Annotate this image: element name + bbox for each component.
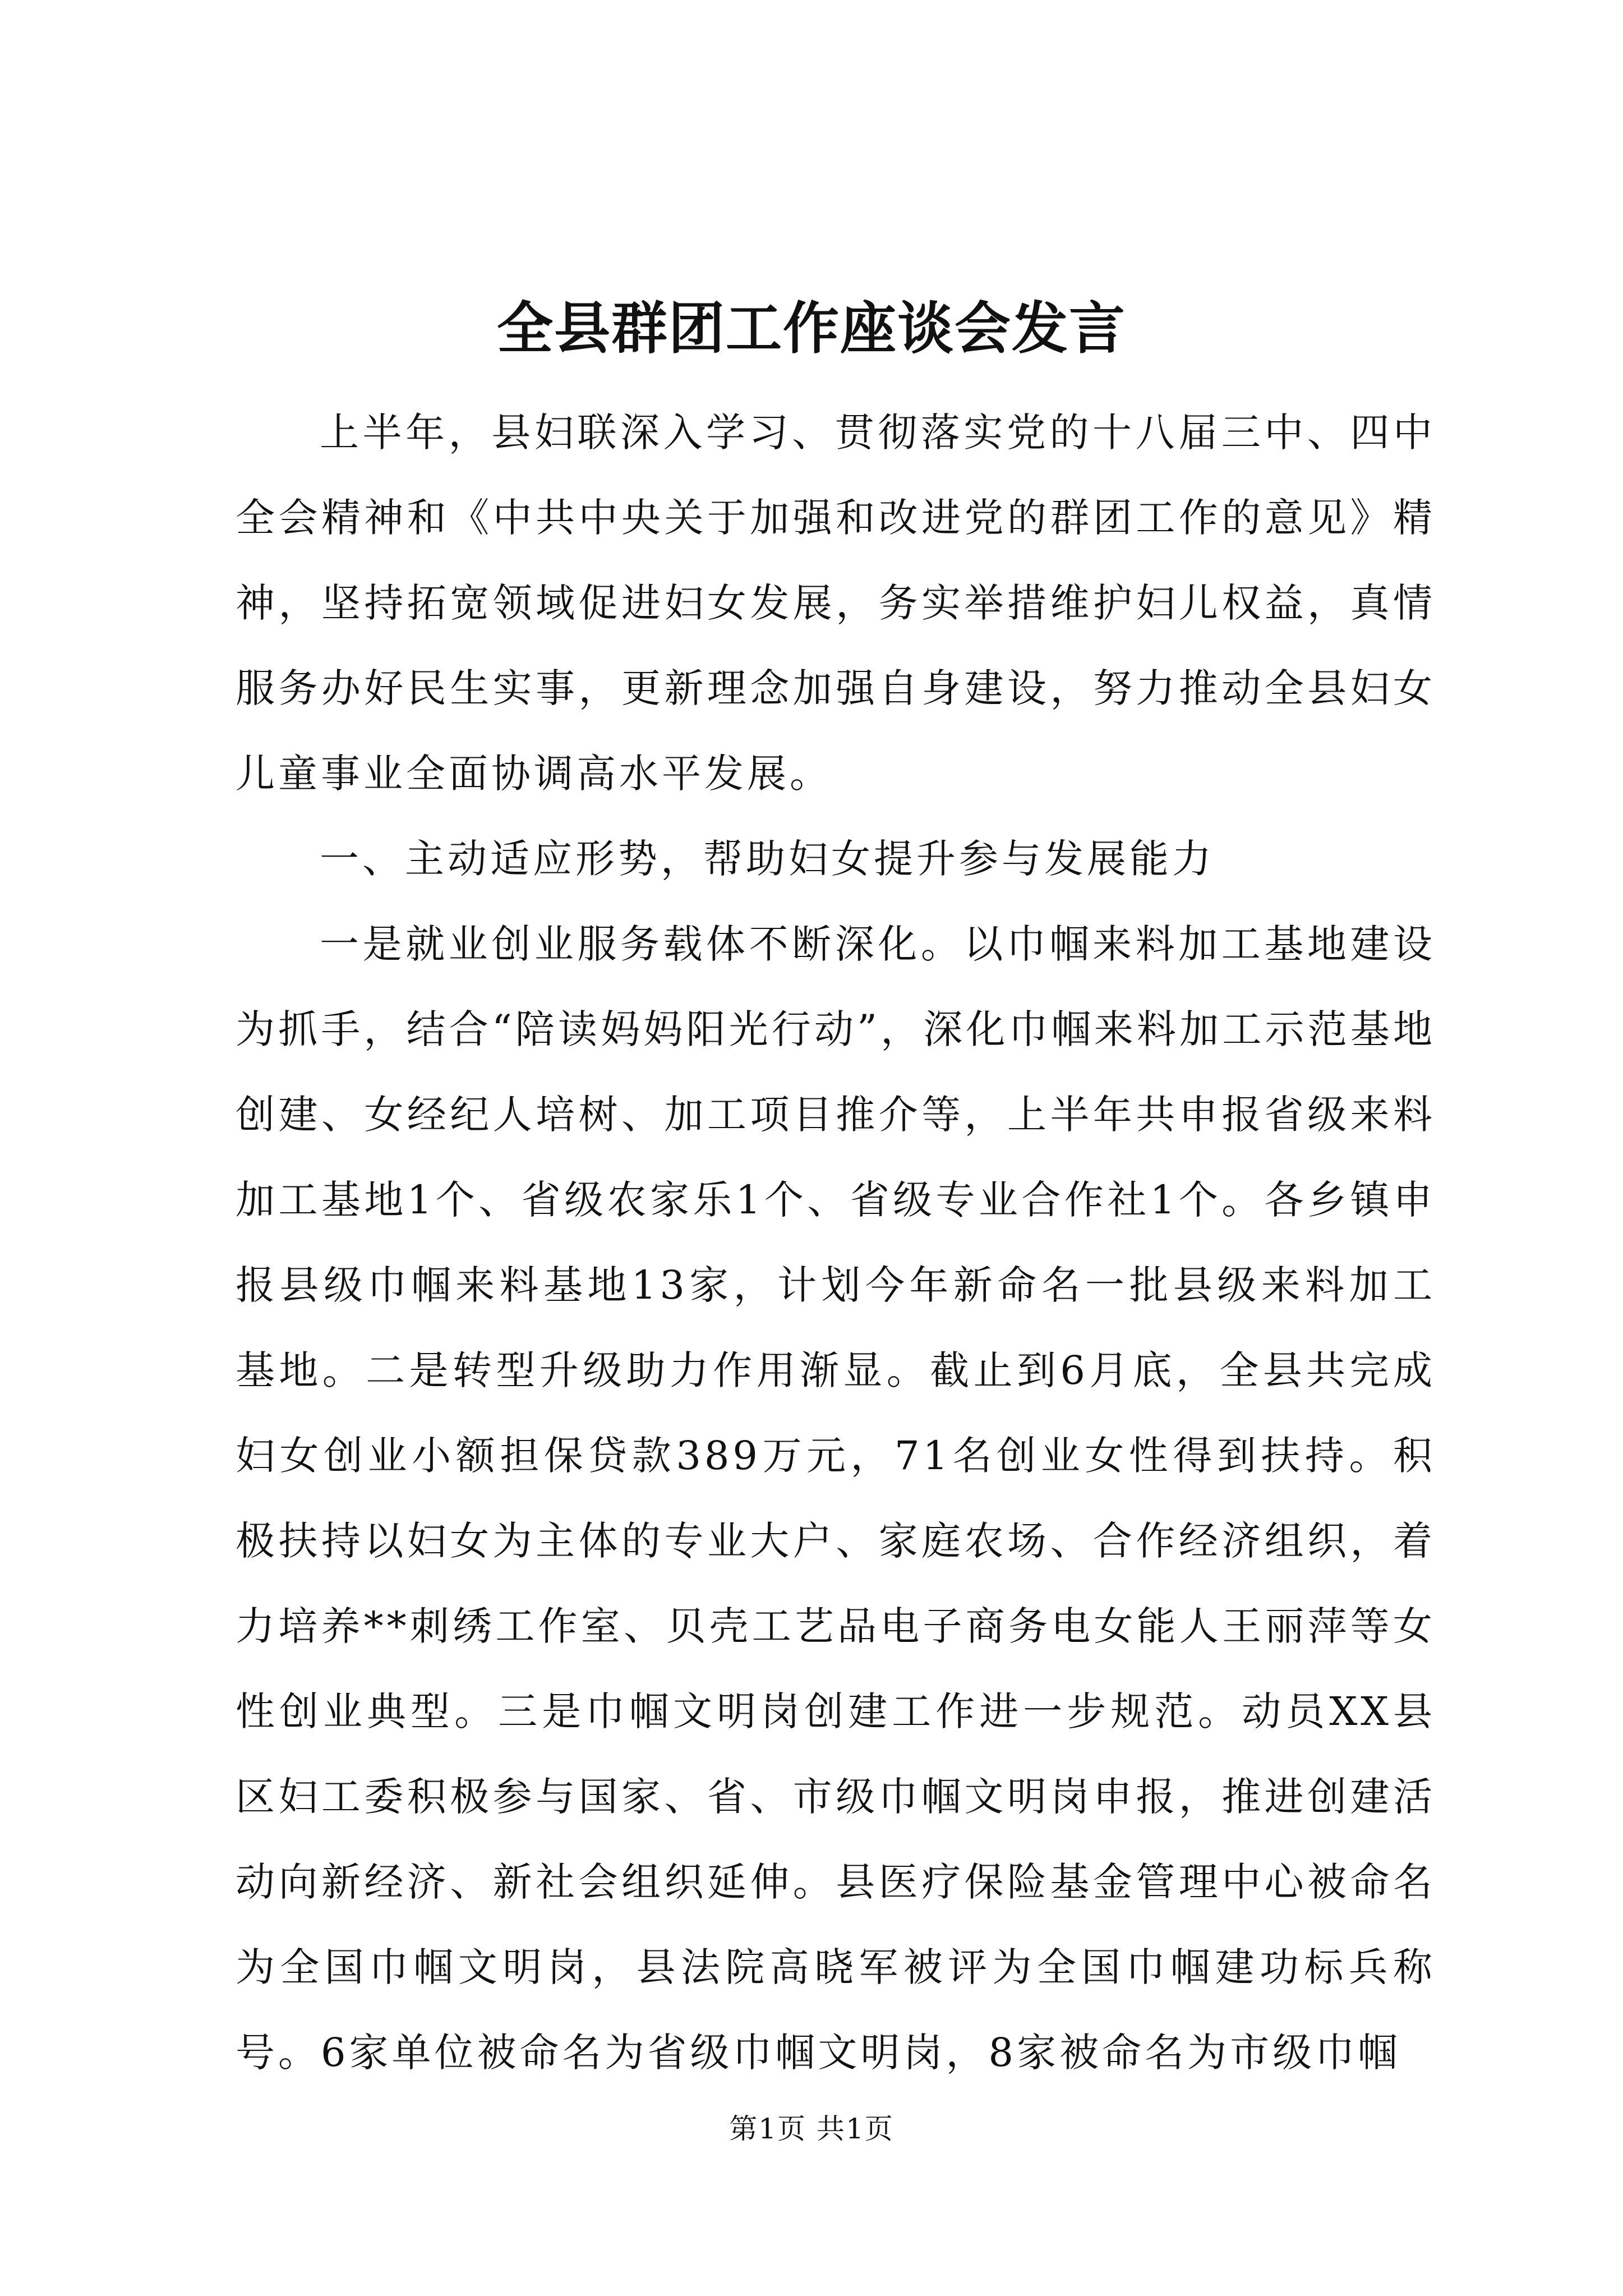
document-body xyxy=(236,390,1436,2095)
paragraph-section-1: 一是就业创业服务载体不断深化。以巾帼来料加工基地建设为抓手，结合“陪读妈妈阳光行动”，深化巾帼来料加工示范基地创建、女经纪人培树、加工项目推介等，上半年共申报省级来料加工基地1个、省级农家乐1个、省级专业合作社1个。各乡镇申报县级巾帼来料基地13家，计划今年新命名一批县级来料加工基地。二是转型升级助力作用渐显。截止到6月底，全县共完成妇女创业小额担保贷款389万元，71名创业女性得到扶持。积极扶持以妇女为主体的专业大户、家庭农场、合作经济组织，着力培养**刺绣工作室、贝壳工艺品电子商务电女能人王丽萍等女性创业典型。三是巾帼文明岗创建工作进一步规范。动员XX县区妇工委积极参与国家、省、市级巾帼文明岗申报，推进创建活动向新经济、新社会组织延伸。县医疗保险基金管理中心被命名为全国巾帼文明岗，县法院高晓军被评为全国巾帼建功标兵称号。6家单位被命名为省级巾帼文明岗，8家被命名为市级巾帼 xyxy=(236,921,1436,2076)
paragraph-intro: 上半年，县妇联深入学习、贯彻落实党的十八届三中、四中全会精神和《中共中央关于加强和改进党的群团工作的意见》精神，坚持拓宽领域促进妇女发展，务实举措维护妇儿权益，真情服务办好民生实事，更新理念加强自身建设，努力推动全县妇女儿童事业全面协调高水平发展。 xyxy=(236,409,1436,797)
page-footer: 第1页 共1页 xyxy=(729,2113,894,2145)
document-title: 全县群团工作座谈会发言 xyxy=(497,295,1126,361)
section-heading-1: 一、主动适应形势，帮助妇女提升参与发展能力 xyxy=(320,836,1215,882)
